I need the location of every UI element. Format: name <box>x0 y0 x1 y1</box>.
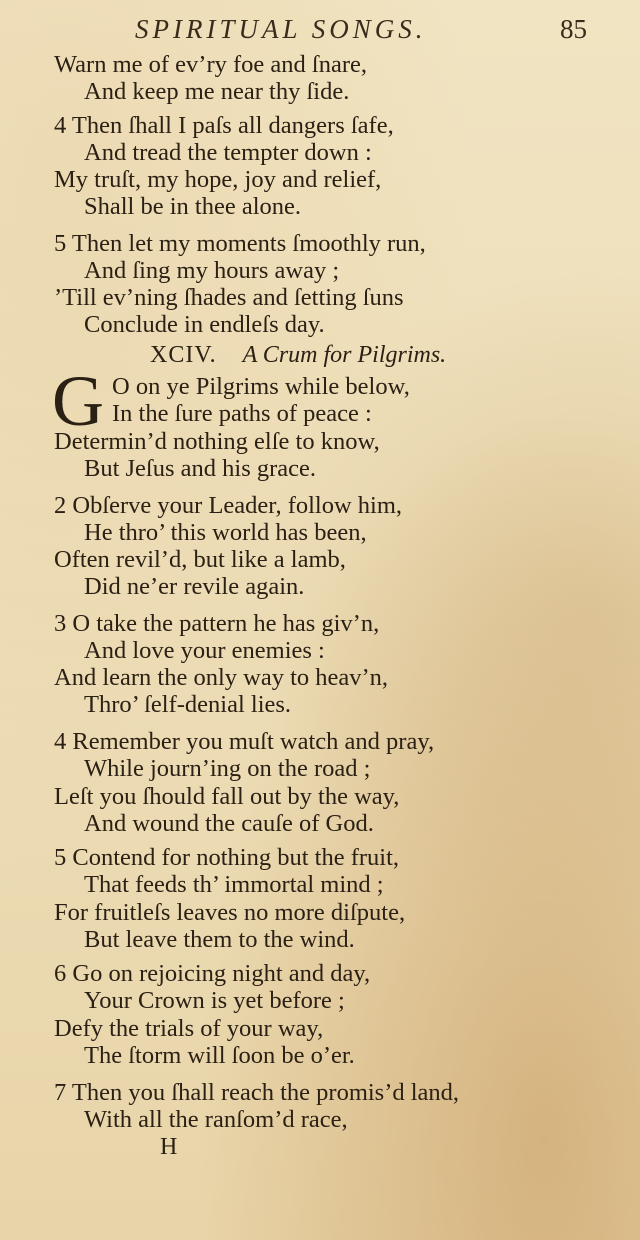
verse-line: And keep me near thy ſide. <box>84 78 350 105</box>
verse-line: 6 Go on rejoicing night and day, <box>54 960 371 987</box>
verse-line: Determin’d nothing elſe to know, <box>54 428 380 455</box>
verse-line: 3 O take the pattern he has giv’n, <box>54 610 380 637</box>
verse-line: And ſing my hours away ; <box>84 257 340 284</box>
hymn-number: XCIV. <box>150 342 217 368</box>
signature-mark: H <box>160 1134 178 1160</box>
verse-line: 7 Then you ſhall reach the promis’d land, <box>54 1079 460 1106</box>
verse-line: 4 Then ſhall I paſs all dangers ſafe, <box>54 112 394 139</box>
verse-line: Often revil’d, but like a lamb, <box>54 546 346 573</box>
verse-line: Defy the trials of your way, <box>54 1015 324 1042</box>
verse-line: Did ne’er revile again. <box>84 573 305 600</box>
verse-line: He thro’ this world has been, <box>84 519 367 546</box>
verse-line: Leſt you ſhould fall out by the way, <box>54 783 400 810</box>
verse-line: 2 Obſerve your Leader, follow him, <box>54 492 403 519</box>
verse-line: While journ’ing on the road ; <box>84 755 371 782</box>
hymn-title: A Crum for Pilgrims. <box>242 342 447 368</box>
verse-line: The ſtorm will ſoon be o’er. <box>84 1042 355 1069</box>
verse-line: Your Crown is yet before ; <box>84 987 345 1014</box>
verse-line: But Jeſus and his grace. <box>84 455 317 482</box>
verse-line: And learn the only way to heav’n, <box>54 664 389 691</box>
verse-line: And tread the tempter down : <box>84 139 372 166</box>
verse-line: O on ye Pilgrims while below, <box>112 373 410 400</box>
running-title: SPIRITUAL SONGS. <box>135 14 427 44</box>
verse-line: With all the ranſom’d race, <box>84 1106 348 1133</box>
verse-line: Warn me of ev’ry foe and ſnare, <box>54 51 367 78</box>
verse-line: For fruitleſs leaves no more diſpute, <box>54 899 406 926</box>
verse-line: 4 Remember you muſt watch and pray, <box>54 728 435 755</box>
page-header <box>0 8 640 48</box>
verse-line: 5 Then let my moments ſmoothly run, <box>54 230 426 257</box>
verse-line: 5 Contend for nothing but the fruit, <box>54 844 399 871</box>
verse-line: And wound the cauſe of God. <box>84 810 374 837</box>
hymn-heading <box>150 342 446 369</box>
verse-line: And love your enemies : <box>84 637 325 664</box>
verse-line: Thro’ ſelf-denial lies. <box>84 691 292 718</box>
verse-line: Shall be in thee alone. <box>84 193 302 220</box>
verse-line: Conclude in endleſs day. <box>84 311 325 338</box>
verse-line: In the ſure paths of peace : <box>112 400 372 427</box>
verse-line: ’Till ev’ning ſhades and ſetting ſuns <box>54 284 404 311</box>
drop-cap: G <box>52 361 104 441</box>
page-number: 85 <box>560 14 587 44</box>
verse-line: But leave them to the wind. <box>84 926 355 953</box>
verse-line: That feeds th’ immortal mind ; <box>84 871 384 898</box>
verse-line: My truſt, my hope, joy and relief, <box>54 166 382 193</box>
